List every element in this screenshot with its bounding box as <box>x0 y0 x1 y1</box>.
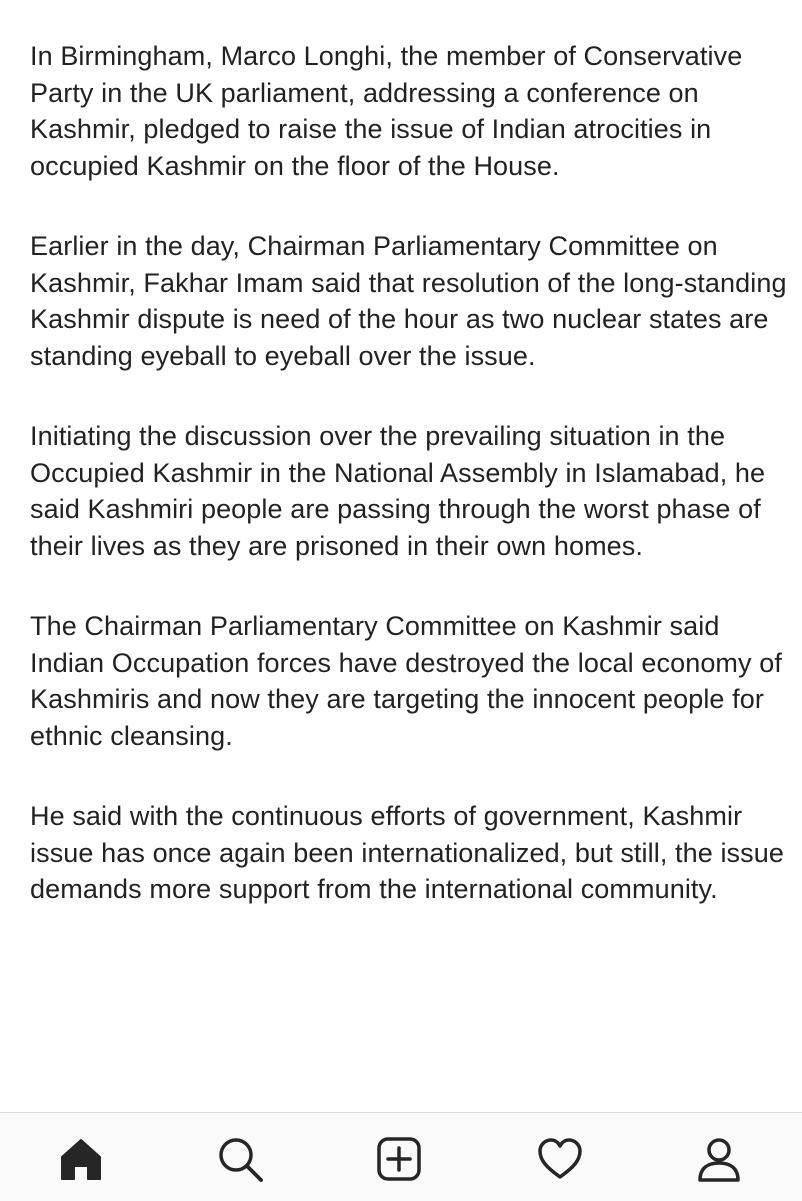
article-paragraph-2: Earlier in the day, Chairman Parliamentary Committee on Kashmir, Fakhar Imam said that resolution of the long-standing Kashmir dispute is need of the hour as two nuclear states are standing eyeball to eyeball over the issue. <box>30 231 787 371</box>
nav-new-post-button[interactable] <box>373 1133 425 1185</box>
nav-profile-button[interactable] <box>693 1133 745 1185</box>
article-paragraph-3: Initiating the discussion over the prevailing situation in the Occupied Kashmir in the National Assembly in Islamabad, he said Kashmiri people are passing through the worst phase of their lives as they are prisoned in their own homes. <box>30 421 766 561</box>
nav-home-button[interactable] <box>55 1133 107 1185</box>
bottom-navigation-bar <box>0 1112 802 1201</box>
nav-search-button[interactable] <box>214 1133 266 1185</box>
add-post-icon <box>375 1135 423 1183</box>
profile-icon <box>695 1135 743 1183</box>
article-paragraph-1: In Birmingham, Marco Longhi, the member of Conservative Party in the UK parliament, addressing a conference on Kashmir, pledged to raise the issue of Indian atrocities in occupied Kashmir on the floor of the House. <box>30 41 743 181</box>
article-paragraph-4: The Chairman Parliamentary Committee on Kashmir said Indian Occupation forces have destroyed the local economy of Kashmiris and now they are targeting the innocent people for ethnic cleansing. <box>30 611 782 751</box>
search-icon <box>216 1135 264 1183</box>
home-icon <box>57 1135 105 1183</box>
article-body <box>30 38 790 952</box>
nav-activity-button[interactable] <box>534 1133 586 1185</box>
heart-icon <box>536 1135 584 1183</box>
article-paragraph-5: He said with the continuous efforts of government, Kashmir issue has once again been internationalized, but still, the issue demands more support from the international community. <box>30 801 784 904</box>
